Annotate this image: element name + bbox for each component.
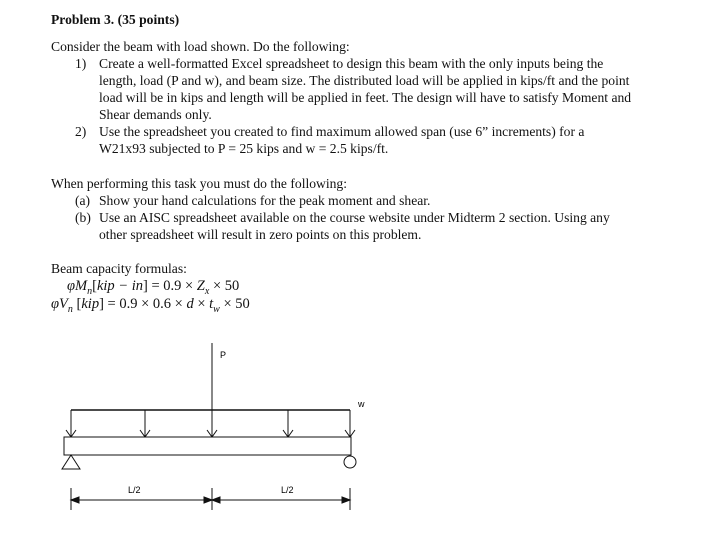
pin-support: [62, 455, 80, 469]
task-intro: When performing this task you must do the following:: [51, 176, 348, 191]
task-a-line: Show your hand calculations for the peak moment and shear.: [99, 193, 431, 208]
item-1-line: Create a well-formatted Excel spreadsheet to design this beam with the only inputs being the: [99, 56, 604, 71]
task-b-line: other spreadsheet will result in zero points on this problem.: [99, 227, 422, 242]
task-a-letter: (a): [75, 193, 91, 208]
item-1-line: length, load (P and w), and beam size. The distributed load will be applied in kips/ft and the point: [99, 73, 630, 88]
item-1-line: load will be in kips and length will be applied in feet. The design will have to satisfy Moment and: [99, 90, 632, 105]
formulas-heading: Beam capacity formulas:: [51, 261, 187, 276]
item-2-number: 2): [75, 124, 87, 139]
problem-intro: Consider the beam with load shown. Do the following:: [51, 39, 350, 54]
right-span-label: L/2: [281, 485, 294, 495]
roller-support: [344, 456, 356, 468]
distributed-load-arrows: [66, 410, 355, 437]
task-b-letter: (b): [75, 210, 91, 225]
dimension-line: [71, 488, 350, 510]
task-b-line: Use an AISC spreadsheet available on the course website under Midterm 2 section. Using any: [99, 210, 610, 225]
point-load-arrow: [207, 343, 217, 437]
item-2-line: W21x93 subjected to P = 25 kips and w = 2.5 kips/ft.: [99, 141, 389, 156]
problem-title: Problem 3. (35 points): [51, 12, 180, 27]
shear-formula: $\varphi V_n$ $[kip] = 0.9 \times 0.6 \times d \times t_w \times 50$: [51, 296, 250, 315]
item-2-line: Use the spreadsheet you created to find maximum allowed span (use 6” increments) for a: [99, 124, 585, 139]
left-span-label: L/2: [128, 485, 141, 495]
distributed-load-label: w: [358, 399, 365, 409]
item-1-line: Shear demands only.: [99, 107, 212, 122]
point-load-label: P: [220, 350, 227, 360]
moment-formula: $\varphi M_n[kip - in] = 0.9 \times Z_x \times 50$: [67, 278, 240, 297]
item-1-number: 1): [75, 56, 87, 71]
beam: [64, 437, 351, 455]
